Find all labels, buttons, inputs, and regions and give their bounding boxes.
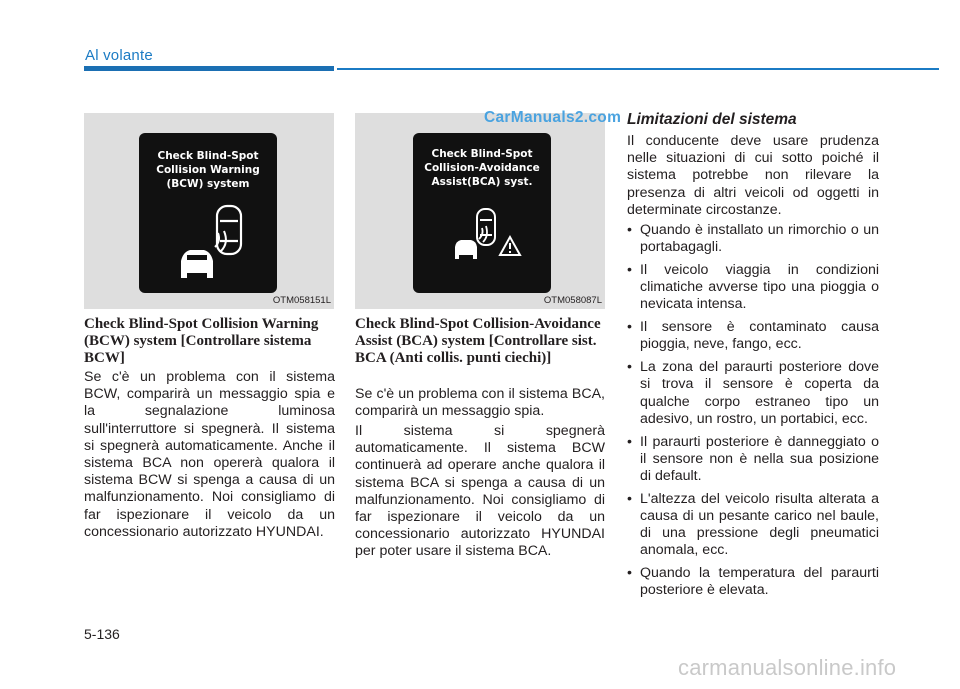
bullet-icon: •	[627, 433, 632, 450]
figure-bca	[355, 113, 605, 309]
list-item: • Il sensore è contaminato causa pioggia, neve, fango, ecc.	[627, 319, 879, 353]
bca-heading: Check Blind-Spot Collision-Avoidance Assist (BCA) system [Controllare sist. BCA (Anti collis. punti ciechi)]	[355, 316, 601, 366]
page-number: 5-136	[84, 626, 120, 642]
list-item: • Il veicolo viaggia in condizioni climatiche avverse tipo una pioggia o nevicata intensa.	[627, 262, 879, 313]
limitations-heading: Limitazioni del sistema	[627, 111, 797, 128]
bca-cluster-illustration	[355, 113, 605, 309]
figure-code: OTM058087L	[543, 295, 602, 306]
bullet-icon: •	[627, 222, 632, 238]
bcw-paragraph: Se c'è un problema con il sistema BCW, comparirà un messaggio spia e la segnalazione luminosa sull'interruttore si spegnerà. Il sistema si spegnerà automaticamente. Anche il sistema BCA non opererà qualora il sistema BCW si spenga a causa di un malfunzionamento. Noi consigliamo di far ispezionare il veicolo da un concessionario autorizzato HYUNDAI.	[84, 369, 335, 540]
list-item: • Quando la temperatura del paraurti posteriore è elevata.	[627, 565, 879, 599]
list-item: • L'altezza del veicolo risulta alterata a causa di un pesante carico nel baule, di una pressione degli pneumatici anomala, ecc.	[627, 490, 879, 559]
limitations-list	[627, 222, 879, 605]
bullet-icon: •	[627, 262, 632, 278]
limitations-intro: Il conducente deve usare prudenza nelle situazioni di cui sotto poiché il sistema potrebbe non rilevare la presenza di altri veicoli od oggetti in determinate circostanze.	[627, 133, 879, 218]
bca-paragraph-1: Se c'è un problema con il sistema BCA, comparirà un messaggio spia.	[355, 386, 605, 420]
bca-paragraph-2: Il sistema si spegnerà automaticamente. Il sistema BCW continuerà ad operare anche qualora il sistema BCA si spenga a causa di un malfunzionamento. Noi consigliamo di far ispezionare il veicolo da un concessionario autorizzato HYUNDAI per poter usare il sistema BCA.	[355, 423, 605, 560]
header-rule-dark	[84, 66, 334, 71]
figure-code: OTM058151L	[272, 295, 331, 306]
bullet-icon: •	[627, 359, 632, 376]
figure-bcw	[84, 113, 334, 309]
screen-line-1: Check Blind-Spot	[157, 150, 259, 162]
bullet-icon: •	[627, 565, 632, 582]
list-item: • Quando è installato un rimorchio o un portabagagli.	[627, 222, 879, 256]
bullet-icon: •	[627, 490, 632, 507]
bcw-heading: Check Blind-Spot Collision Warning (BCW) system [Controllare sistema BCW]	[84, 316, 319, 366]
bullet-icon: •	[627, 319, 632, 336]
screen-line-3: Assist(BCA) syst.	[431, 176, 533, 188]
screen-line-1: Check Blind-Spot	[431, 148, 533, 160]
section-title: Al volante	[85, 47, 153, 64]
watermark-logo[interactable]: CarManuals2.com	[484, 109, 622, 126]
screen-line-2: Collision Warning	[156, 164, 260, 176]
bcw-cluster-illustration	[84, 113, 334, 309]
header-rule-light	[337, 68, 939, 70]
screen-line-3: (BCW) system	[166, 178, 250, 190]
list-item: • Il paraurti posteriore è danneggiato o il sensore non è nella sua posizione di default.	[627, 433, 879, 485]
list-item: • La zona del paraurti posteriore dove si trova il sensore è coperta da qualche corpo estraneo tipo un adesivo, un rostro, un portabici, ecc.	[627, 359, 879, 427]
screen-line-2: Collision-Avoidance	[424, 162, 540, 174]
footer-watermark[interactable]: carmanualsonline.info	[678, 655, 897, 680]
